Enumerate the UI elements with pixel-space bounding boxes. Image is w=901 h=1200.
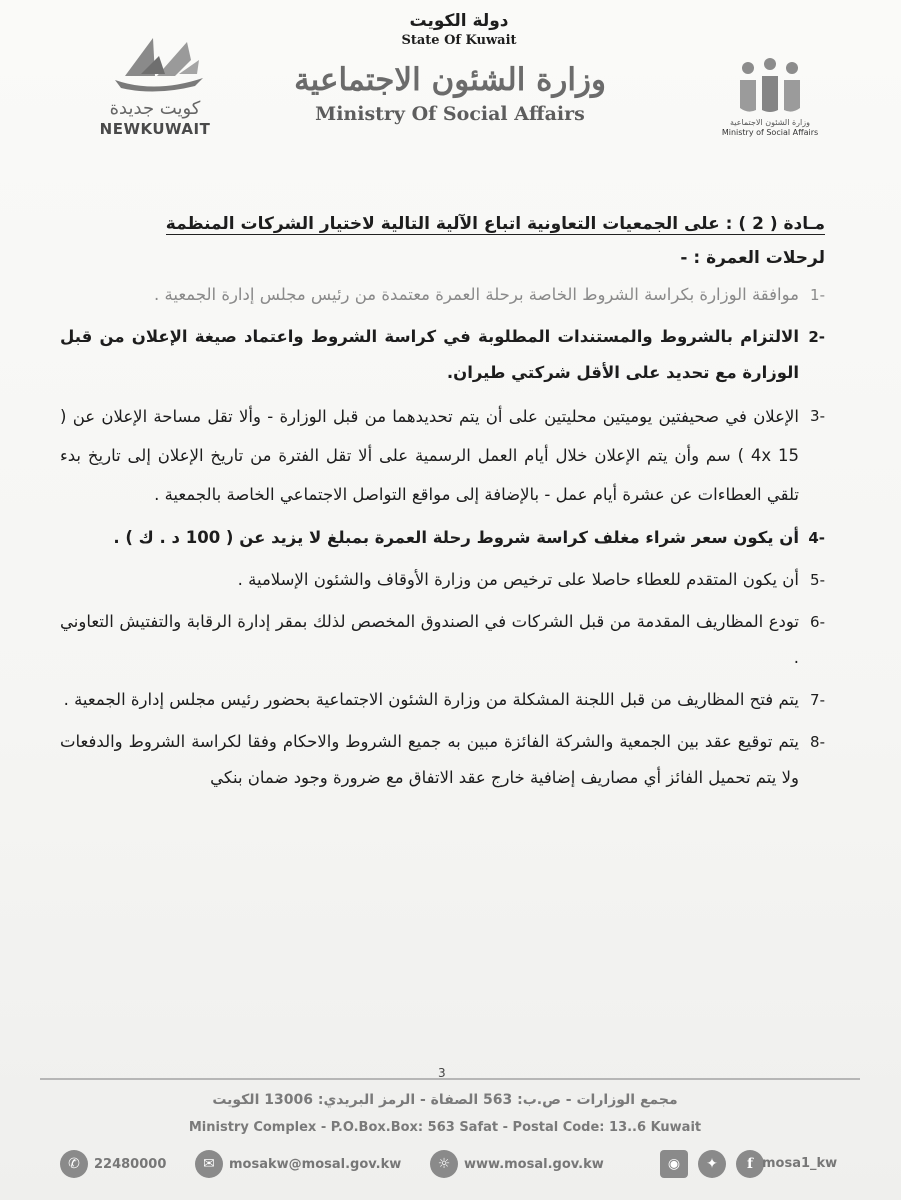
item-text: الالتزام بالشروط والمستندات المطلوبة في كراسة الشروط واعتماد صيغة الإعلان من قبل الوزارة مع تحديد على الأقل شركتي طيران. bbox=[60, 327, 799, 382]
item-number: -4 bbox=[808, 529, 825, 547]
item-number: -1 bbox=[810, 286, 825, 304]
item-number: -3 bbox=[810, 407, 825, 425]
article-heading-line2-wrap bbox=[60, 243, 825, 273]
social-icons bbox=[660, 1150, 770, 1178]
item-text: موافقة الوزارة بكراسة الشروط الخاصة برحلة العمرة معتمدة من رئيس مجلس إدارة الجمعية . bbox=[154, 285, 799, 304]
footer-address-english: Ministry Complex - P.O.Box.Box: 563 Safat - Postal Code: 13..6 Kuwait bbox=[188, 1120, 702, 1135]
list-item bbox=[60, 277, 825, 313]
item-number: -8 bbox=[810, 733, 825, 751]
ministry-logo-icon bbox=[730, 58, 810, 116]
document-body bbox=[60, 205, 825, 796]
item-text: الإعلان في صحيفتين يوميتين محليتين على أن يتم تحديدهما من قبل الوزارة - وألا تقل مساحة الإعلان عن ( 4x 15 ) سم وأن يتم الإعلان خلال أيام العمل الرسمية على ألا تقل الفترة من تاريخ الإعلان إلى تاريخ بدء تلقي العطاءات عن عشرة أيام عمل - بالإضافة إلى مواقع التواصل الاجتماعي الخاصة بالجمعية . bbox=[60, 407, 799, 504]
envelope-icon: ✉ bbox=[195, 1150, 223, 1178]
item-text: أن يكون المتقدم للعطاء حاصلا على ترخيص من وزارة الأوقاف والشئون الإسلامية . bbox=[237, 570, 799, 589]
list-item bbox=[60, 397, 825, 514]
letterhead-title bbox=[250, 10, 650, 126]
list-item bbox=[60, 319, 825, 391]
item-number: -2 bbox=[808, 328, 825, 346]
instagram-icon: ◉ bbox=[660, 1150, 688, 1178]
ministry-name-arabic: وزارة الشئون الاجتماعية bbox=[294, 62, 606, 98]
article-heading bbox=[60, 205, 825, 243]
globe-icon: ☼ bbox=[430, 1150, 458, 1178]
page-number: 3 bbox=[438, 1066, 446, 1080]
item-text: أن يكون سعر شراء مغلف كراسة شروط رحلة العمرة بمبلغ لا يزيد عن ( 100 د . ك ) . bbox=[113, 528, 799, 547]
email-address: mosakw@mosal.gov.kw bbox=[229, 1156, 402, 1172]
list-item bbox=[60, 682, 825, 718]
website-url: www.mosal.gov.kw bbox=[464, 1156, 604, 1172]
new-kuwait-arabic: كويت جديدة bbox=[109, 98, 201, 119]
item-text: تودع المظاريف المقدمة من قبل الشركات في الصندوق المخصص لذلك بمقر إدارة الرقابة والتفتيش التعاوني . bbox=[60, 612, 799, 667]
ministry-emblem bbox=[715, 58, 825, 138]
footer-divider bbox=[40, 1078, 860, 1080]
item-text: يتم توقيع عقد بين الجمعية والشركة الفائزة مبين به جميع الشروط والاحكام وفقا لكراسة الشروط والدفعات ولا يتم تحميل الفائز أي مصاريف إضافية خارج عقد الاتفاق مع ضرورة وجود ضمان بنكي bbox=[60, 732, 799, 787]
footer-website bbox=[430, 1150, 604, 1178]
item-number: -6 bbox=[810, 613, 825, 631]
state-name-english: State Of Kuwait bbox=[401, 33, 517, 48]
state-name-arabic: دولة الكويت bbox=[409, 11, 509, 31]
dhow-ship-icon bbox=[95, 30, 215, 100]
article-heading-line2: لرحلات العمرة : - bbox=[680, 248, 825, 268]
footer-phone bbox=[60, 1150, 166, 1178]
emblem-caption-english: Ministry of Social Affairs bbox=[721, 128, 819, 137]
item-number: -7 bbox=[810, 691, 825, 709]
list-item bbox=[60, 520, 825, 556]
list-item bbox=[60, 604, 825, 676]
list-item bbox=[60, 724, 825, 796]
phone-icon: ✆ bbox=[60, 1150, 88, 1178]
emblem-caption-arabic: وزارة الشئون الاجتماعية bbox=[730, 118, 810, 127]
item-number: -5 bbox=[810, 571, 825, 589]
ministry-name-english: Ministry Of Social Affairs bbox=[315, 103, 585, 125]
facebook-icon: f bbox=[736, 1150, 764, 1178]
footer-address-arabic: مجمع الوزارات - ص.ب: 563 الصفاة - الرمز البريدي: 13006 الكويت bbox=[212, 1092, 678, 1108]
twitter-icon: ✦ bbox=[698, 1150, 726, 1178]
list-item bbox=[60, 562, 825, 598]
footer-email bbox=[195, 1150, 401, 1178]
social-handle: mosa1_kw bbox=[762, 1156, 838, 1171]
new-kuwait-logo bbox=[85, 30, 225, 150]
article-heading-line1: مـادة ( 2 ) : على الجمعيات التعاونية اتباع الآلية التالية لاختيار الشركات المنظمة bbox=[165, 214, 825, 234]
phone-number: 22480000 bbox=[94, 1156, 167, 1172]
new-kuwait-english: NEWKUWAIT bbox=[99, 120, 211, 138]
item-text: يتم فتح المظاريف من قبل اللجنة المشكلة من وزارة الشئون الاجتماعية بحضور رئيس مجلس إدارة الجمعية . bbox=[63, 690, 799, 709]
